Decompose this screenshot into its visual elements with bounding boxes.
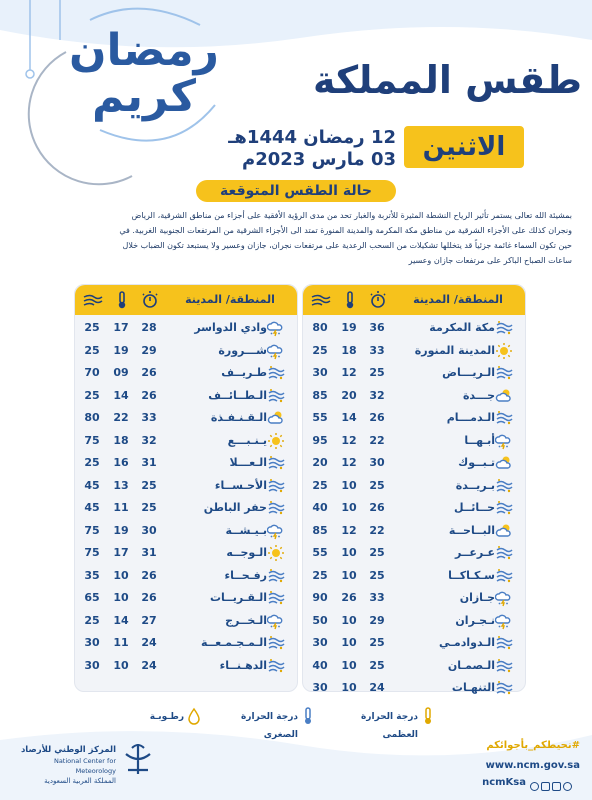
max-temp: 25 bbox=[141, 501, 157, 514]
max-temp: 25 bbox=[369, 658, 385, 672]
table-header bbox=[75, 285, 297, 315]
min-temp: 10 bbox=[113, 568, 129, 582]
day-badge: الاثنين bbox=[404, 126, 524, 168]
humidity: 40 bbox=[312, 501, 328, 514]
max-temp: 26 bbox=[141, 388, 157, 402]
humidity: 55 bbox=[312, 411, 328, 424]
max-temp: 31 bbox=[141, 546, 157, 559]
max-temp: 30 bbox=[141, 523, 157, 537]
thunder-cloud-icon bbox=[267, 612, 285, 630]
table-row bbox=[303, 475, 525, 498]
social-handle[interactable]: ncmKsa bbox=[482, 777, 526, 788]
partly-cloudy-icon bbox=[495, 522, 513, 540]
table-row bbox=[75, 317, 297, 340]
min-temp: 17 bbox=[113, 321, 129, 334]
humidity-wind-icon bbox=[307, 285, 335, 315]
dust-icon bbox=[495, 544, 513, 562]
humidity: 95 bbox=[312, 433, 328, 447]
max-temp: 24 bbox=[141, 636, 157, 649]
table-row bbox=[303, 677, 525, 700]
twitter-icon[interactable] bbox=[563, 782, 572, 791]
humidity: 55 bbox=[312, 546, 328, 559]
max-temp: 27 bbox=[141, 613, 157, 627]
table-row bbox=[75, 385, 297, 408]
table-row bbox=[303, 610, 525, 633]
max-temp-column-icon bbox=[365, 285, 391, 315]
table-row bbox=[75, 655, 297, 678]
humidity: 45 bbox=[84, 478, 100, 492]
dust-icon bbox=[495, 319, 513, 337]
max-temp: 30 bbox=[369, 456, 385, 469]
table-row bbox=[75, 497, 297, 520]
max-temp: 25 bbox=[141, 478, 157, 492]
logo-line-2: كريم bbox=[92, 71, 196, 122]
instagram-icon[interactable] bbox=[541, 782, 550, 791]
max-temp: 26 bbox=[369, 501, 385, 514]
humidity: 80 bbox=[312, 321, 328, 334]
max-temp: 26 bbox=[141, 366, 157, 379]
youtube-icon[interactable] bbox=[552, 782, 561, 791]
city-name: الـمـجـمـعــة bbox=[200, 636, 267, 649]
min-temp: 19 bbox=[113, 343, 129, 357]
org-name-ar-2: المملكة العربية السعودية bbox=[44, 777, 116, 785]
humidity: 35 bbox=[84, 568, 100, 582]
thunder-cloud-icon bbox=[495, 612, 513, 630]
page-title: طقس المملكة bbox=[313, 58, 582, 102]
weather-table-right bbox=[302, 284, 526, 692]
city-name: الـدوادمـي bbox=[439, 636, 495, 649]
city-name: سـكـاكــا bbox=[448, 568, 495, 582]
humidity: 90 bbox=[312, 591, 328, 604]
humidity: 25 bbox=[84, 343, 100, 357]
humidity: 30 bbox=[312, 366, 328, 379]
city-column-header: المنطقة/ المدينة bbox=[413, 293, 503, 306]
dust-icon bbox=[495, 409, 513, 427]
city-name: البــاحــة bbox=[448, 523, 495, 537]
dust-icon bbox=[267, 477, 285, 495]
humidity: 45 bbox=[84, 501, 100, 514]
humidity: 25 bbox=[84, 613, 100, 627]
min-temp: 18 bbox=[341, 343, 357, 357]
table-row bbox=[303, 362, 525, 385]
city-name: وادي الدواسر bbox=[194, 321, 267, 334]
city-name: الدهـنــاء bbox=[219, 658, 267, 672]
table-row bbox=[75, 430, 297, 453]
table-row bbox=[303, 385, 525, 408]
humidity: 25 bbox=[312, 343, 328, 357]
dust-icon bbox=[267, 567, 285, 585]
city-name: مكة المكرمة bbox=[429, 321, 495, 334]
dust-icon bbox=[495, 634, 513, 652]
forecast-line: حين تكون السماء غائمة جزئياً قد يتخللها تشكيلات من السحب الرعدية على مرتفعات نجران، جازان وعسير ولا يستبعد تكون الضباب خلال bbox=[122, 241, 572, 250]
table-row bbox=[303, 565, 525, 588]
thunder-cloud-icon bbox=[495, 432, 513, 450]
social-icons bbox=[530, 776, 582, 790]
table-row bbox=[303, 430, 525, 453]
humidity: 25 bbox=[312, 478, 328, 492]
max-temp: 32 bbox=[369, 388, 385, 402]
max-temp: 22 bbox=[369, 433, 385, 447]
table-row bbox=[303, 340, 525, 363]
dust-icon bbox=[495, 364, 513, 382]
min-temp: 18 bbox=[113, 433, 129, 447]
max-temp: 25 bbox=[369, 636, 385, 649]
city-name: الـعـــلا bbox=[229, 456, 267, 469]
forecast-section-title: حالة الطقس المتوقعة bbox=[196, 180, 396, 202]
forecast-line: ساعات الصباح الباكر على مرتفعات جازان وعسير bbox=[408, 256, 572, 265]
min-temp: 17 bbox=[113, 546, 129, 559]
dust-icon bbox=[495, 499, 513, 517]
table-row bbox=[303, 655, 525, 678]
min-temp: 10 bbox=[341, 636, 357, 649]
city-name: رفـحــاء bbox=[224, 568, 267, 582]
org-name-en: National Center for Meteorology bbox=[53, 757, 116, 775]
min-temp: 11 bbox=[113, 501, 129, 514]
partly-cloudy-icon bbox=[495, 454, 513, 472]
table-row bbox=[75, 475, 297, 498]
gregorian-date: 03 مارس 2023م bbox=[241, 149, 396, 170]
max-temp: 28 bbox=[141, 321, 157, 334]
city-name: التنهـات bbox=[451, 681, 495, 694]
city-column-header: المنطقة/ المدينة bbox=[185, 293, 275, 306]
table-row bbox=[75, 542, 297, 565]
min-temp: 13 bbox=[113, 478, 129, 492]
max-temp: 29 bbox=[369, 613, 385, 627]
table-row bbox=[75, 362, 297, 385]
min-temp: 19 bbox=[341, 321, 357, 334]
city-name: الـوجــه bbox=[226, 546, 267, 559]
max-temp: 25 bbox=[369, 568, 385, 582]
humidity: 20 bbox=[312, 456, 328, 469]
sun-icon bbox=[495, 342, 513, 360]
forecast-line: بمشيئة الله تعالى يستمر تأثير الرياح النشطة المثيرة للأتربة والغبار تحد من مدى الرؤية الأفقية على أجزاء من مناطق الشرقية، الرياض bbox=[131, 211, 572, 220]
city-name: أبـهــا bbox=[464, 433, 495, 447]
table-row bbox=[75, 407, 297, 430]
table-row bbox=[75, 587, 297, 610]
dust-icon bbox=[495, 477, 513, 495]
humidity: 30 bbox=[312, 681, 328, 694]
thunder-cloud-icon bbox=[267, 319, 285, 337]
city-name: نـجـران bbox=[455, 613, 495, 627]
humidity: 25 bbox=[84, 388, 100, 402]
min-temp: 22 bbox=[113, 411, 129, 424]
city-name: بـيـشــة bbox=[225, 523, 267, 537]
min-temp: 14 bbox=[341, 411, 357, 424]
max-temp: 22 bbox=[369, 523, 385, 537]
min-temp: 16 bbox=[113, 456, 129, 469]
max-temp: 31 bbox=[141, 456, 157, 469]
table-row bbox=[75, 565, 297, 588]
max-temp: 33 bbox=[369, 343, 385, 357]
max-temp-legend-icon bbox=[420, 707, 436, 725]
humidity: 70 bbox=[84, 366, 100, 379]
dust-icon bbox=[495, 567, 513, 585]
min-temp: 10 bbox=[341, 568, 357, 582]
social-icon[interactable] bbox=[530, 782, 539, 791]
min-temp: 12 bbox=[341, 433, 357, 447]
partly-cloudy-icon bbox=[267, 409, 285, 427]
partly-cloudy-icon bbox=[495, 387, 513, 405]
min-temp: 14 bbox=[113, 388, 129, 402]
humidity: 30 bbox=[84, 658, 100, 672]
dust-icon bbox=[495, 657, 513, 675]
dust-icon bbox=[267, 589, 285, 607]
hijri-date: 12 رمضان 1444هـ bbox=[228, 127, 396, 148]
city-name: الأحـســاء bbox=[214, 478, 267, 492]
city-name: جـــدة bbox=[462, 388, 495, 402]
city-name: طـريــف bbox=[221, 366, 267, 379]
min-temp: 12 bbox=[341, 456, 357, 469]
max-temp: 24 bbox=[369, 681, 385, 694]
table-row bbox=[303, 587, 525, 610]
table-row bbox=[303, 497, 525, 520]
max-temp: 33 bbox=[369, 591, 385, 604]
min-temp: 12 bbox=[341, 366, 357, 379]
city-name: حفر الباطن bbox=[203, 501, 267, 514]
dust-icon bbox=[267, 634, 285, 652]
hashtag[interactable]: #نحيطكم_بأجوائكم bbox=[486, 740, 580, 751]
table-row bbox=[75, 520, 297, 543]
min-temp: 10 bbox=[341, 681, 357, 694]
humidity: 75 bbox=[84, 546, 100, 559]
logo-line-1: رمضان bbox=[68, 25, 219, 76]
humidity: 40 bbox=[312, 658, 328, 672]
max-temp: 33 bbox=[141, 411, 157, 424]
dust-icon bbox=[267, 454, 285, 472]
city-name: يـنـبـــع bbox=[227, 433, 267, 447]
humidity: 65 bbox=[84, 591, 100, 604]
table-header bbox=[303, 285, 525, 315]
dust-icon bbox=[267, 387, 285, 405]
humidity-wind-icon bbox=[79, 285, 107, 315]
humidity: 25 bbox=[312, 568, 328, 582]
thermometer-icon bbox=[337, 285, 363, 315]
table-row bbox=[303, 407, 525, 430]
humidity: 25 bbox=[84, 321, 100, 334]
max-temp: 25 bbox=[369, 366, 385, 379]
max-temp-column-icon bbox=[137, 285, 163, 315]
weather-table-left bbox=[74, 284, 298, 692]
max-temp: 26 bbox=[141, 568, 157, 582]
table-row bbox=[75, 610, 297, 633]
ncm-organization bbox=[16, 744, 116, 786]
humidity-legend: رطـوبـة bbox=[149, 712, 184, 722]
min-temp: 10 bbox=[341, 613, 357, 627]
city-name: حــائــل bbox=[453, 501, 495, 514]
thunder-cloud-icon bbox=[495, 589, 513, 607]
city-name: الـريـــاض bbox=[442, 366, 495, 379]
min-temp-legend-icon bbox=[300, 707, 316, 725]
city-name: بـريــدة bbox=[455, 478, 495, 492]
city-name: الـطــائــف bbox=[208, 388, 267, 402]
forecast-paragraph bbox=[20, 208, 572, 268]
humidity-legend-icon bbox=[186, 707, 202, 725]
min-temp: 26 bbox=[341, 591, 357, 604]
humidity: 80 bbox=[84, 411, 100, 424]
website-link[interactable]: www.ncm.gov.sa bbox=[485, 760, 580, 771]
min-temp: 10 bbox=[341, 546, 357, 559]
org-name-ar: المركز الوطني للأرصاد bbox=[20, 745, 116, 755]
humidity: 85 bbox=[312, 388, 328, 402]
max-temp-legend: درجة الحرارة العظمى bbox=[360, 712, 418, 740]
min-temp-legend: درجة الحرارة الصغرى bbox=[240, 712, 298, 740]
dust-icon bbox=[495, 679, 513, 697]
city-name: الـخــرج bbox=[225, 613, 267, 627]
min-temp: 19 bbox=[113, 523, 129, 537]
thermometer-icon bbox=[109, 285, 135, 315]
ncm-logo-icon bbox=[118, 740, 158, 780]
table-row bbox=[303, 520, 525, 543]
max-temp: 26 bbox=[369, 411, 385, 424]
city-name: المدينة المنورة bbox=[414, 343, 495, 357]
city-name: عـرعــر bbox=[455, 546, 495, 559]
min-temp: 10 bbox=[341, 658, 357, 672]
table-row bbox=[75, 452, 297, 475]
dust-icon bbox=[267, 657, 285, 675]
city-name: جـازان bbox=[459, 591, 495, 604]
min-temp: 09 bbox=[113, 366, 129, 379]
humidity: 30 bbox=[312, 636, 328, 649]
max-temp: 26 bbox=[141, 591, 157, 604]
max-temp: 36 bbox=[369, 321, 385, 334]
min-temp: 14 bbox=[113, 613, 129, 627]
forecast-line: ونجران كذلك على الأجزاء الشرقية من مناطق مكة المكرمة والمدينة المنورة تمتد الى الأجزاء الشرقية من المرتفعات الجنوبية الغربية. في bbox=[119, 226, 572, 235]
max-temp: 32 bbox=[141, 433, 157, 447]
humidity: 75 bbox=[84, 433, 100, 447]
sun-icon bbox=[267, 432, 285, 450]
min-temp: 12 bbox=[341, 523, 357, 537]
min-temp: 20 bbox=[341, 388, 357, 402]
max-temp: 25 bbox=[369, 546, 385, 559]
city-name: الـصمـان bbox=[447, 658, 495, 672]
ramadan-kareem-logo bbox=[64, 26, 224, 122]
dust-icon bbox=[267, 364, 285, 382]
table-row bbox=[75, 340, 297, 363]
humidity: 85 bbox=[312, 523, 328, 537]
table-row bbox=[303, 632, 525, 655]
max-temp: 24 bbox=[141, 658, 157, 672]
humidity: 30 bbox=[84, 636, 100, 649]
min-temp: 10 bbox=[113, 591, 129, 604]
city-name: الـقـنـفـذة bbox=[210, 411, 267, 424]
city-name: شـــرورة bbox=[218, 343, 267, 357]
humidity: 75 bbox=[84, 523, 100, 537]
thunder-cloud-icon bbox=[267, 342, 285, 360]
table-row bbox=[303, 542, 525, 565]
min-temp: 10 bbox=[341, 501, 357, 514]
min-temp: 10 bbox=[341, 478, 357, 492]
humidity: 50 bbox=[312, 613, 328, 627]
min-temp: 10 bbox=[113, 658, 129, 672]
max-temp: 29 bbox=[141, 343, 157, 357]
city-name: الـقـريــات bbox=[209, 591, 267, 604]
max-temp: 25 bbox=[369, 478, 385, 492]
city-name: الـدمـــام bbox=[446, 411, 495, 424]
table-row bbox=[75, 632, 297, 655]
table-row bbox=[303, 317, 525, 340]
thunder-cloud-icon bbox=[267, 522, 285, 540]
city-name: تـبــوك bbox=[458, 456, 495, 469]
humidity: 25 bbox=[84, 456, 100, 469]
min-temp: 11 bbox=[113, 636, 129, 649]
table-row bbox=[303, 452, 525, 475]
sun-icon bbox=[267, 544, 285, 562]
dust-icon bbox=[267, 499, 285, 517]
